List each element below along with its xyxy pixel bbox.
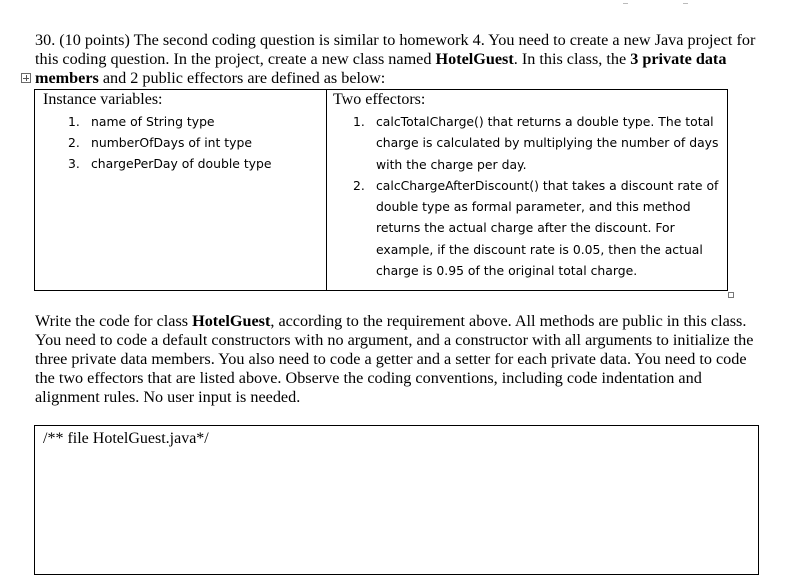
instance-variables-header: Instance variables:	[43, 91, 163, 108]
class-name-bold: HotelGuest	[435, 50, 514, 68]
instance-variables-list	[68, 111, 318, 174]
answer-code-box[interactable]	[34, 425, 759, 575]
effectors-list	[353, 111, 733, 281]
code-file-comment: /** file HotelGuest.java*/	[43, 430, 209, 447]
instructions-text: Write the code for class HotelGuest, according to the requirement above. All methods are public in this class. You need to code a default constructors with no argument, and a constructor with all arguments to initialize the three private data members. You also need to code a getter and a setter for each private data. You need to code the two effectors that are listed above. Observe the coding conventions, including code indentation and alignment rules. No user input is needed.	[35, 312, 754, 406]
list-item: 3. chargePerDay of double type	[68, 156, 272, 171]
table-resize-handle-icon[interactable]	[728, 292, 734, 298]
requirements-table	[34, 89, 728, 291]
list-item: 1. name of String type	[68, 114, 215, 129]
effectors-cell	[327, 90, 727, 290]
list-item: 2. numberOfDays of int type	[68, 135, 252, 150]
list-item: 2. calcChargeAfterDiscount() that takes a discount rate of double type as formal parameter, and this method returns the actual charge after the discount. For example, if the discount rate is 0.05, then the actual charge is 0.95 of the original total charge.	[353, 177, 719, 279]
question-points: . (10 points)	[51, 31, 130, 49]
page-edge-mark	[683, 0, 688, 4]
page-edge-mark	[623, 0, 628, 4]
instance-variables-cell	[35, 90, 327, 290]
question-text: 30. (10 points) The second coding question is similar to homework 4. You need to create a new Java project for this coding question. In the project, create a new class named HotelGuest. In this class, the 3 private data members and 2 public effectors are defined as below:	[35, 31, 756, 87]
private-members-bold: 3 private data members	[35, 50, 727, 87]
class-name-bold: HotelGuest	[192, 312, 271, 330]
table-move-handle-icon[interactable]	[21, 73, 31, 83]
question-number: 30	[35, 31, 52, 49]
effectors-header: Two effectors:	[333, 91, 426, 108]
list-item: 1. calcTotalCharge() that returns a double type. The total charge is calculated by multiplying the number of days with the charge per day.	[353, 114, 719, 172]
